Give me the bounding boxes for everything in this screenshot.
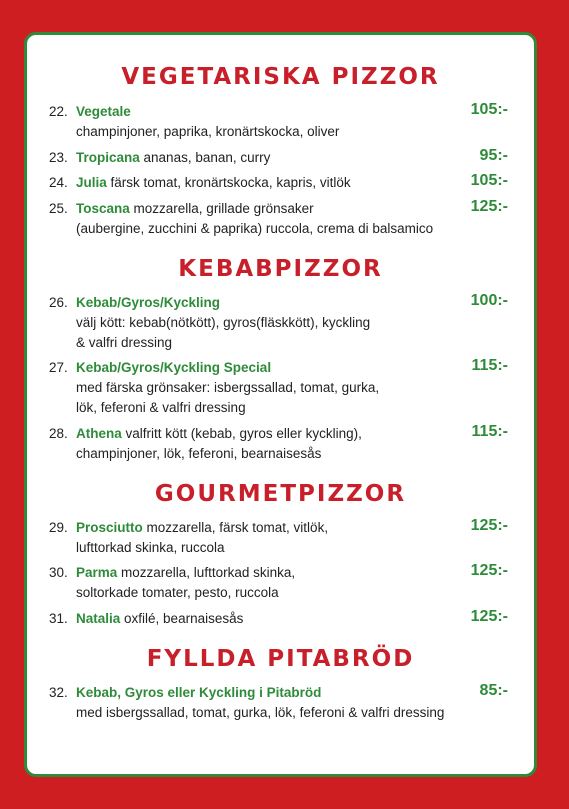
item-price: 115:-: [471, 357, 508, 374]
item-desc: lök, feferoni & valfri dressing: [76, 400, 246, 415]
item-body: [76, 173, 456, 193]
item-price: 105:-: [470, 101, 508, 118]
item-name: Natalia: [76, 611, 121, 626]
item-number: 29.: [49, 520, 68, 535]
section-title-vegetariska: VEGETARISKA PIZZOR: [121, 64, 440, 90]
item-body: [76, 518, 456, 558]
item-name: Toscana: [76, 201, 130, 216]
item-desc: mozzarella, grillade grönsaker: [129, 201, 314, 216]
item-name: Kebab/Gyros/Kyckling: [76, 295, 221, 310]
item-desc: champinjoner, lök, feferoni, bearnaisesås: [76, 446, 322, 461]
item-number: 24.: [49, 175, 68, 190]
section-title-kebab: KEBABPIZZOR: [178, 256, 383, 282]
item-desc: välj kött: kebab(nötkött), gyros(fläskkött), kyckling: [76, 315, 371, 330]
item-desc: ananas, banan, curry: [139, 150, 271, 165]
menu-card: [24, 32, 537, 777]
item-price: 95:-: [479, 147, 508, 164]
item-body: [76, 609, 456, 629]
item-name: Vegetale: [76, 104, 131, 119]
item-number: 26.: [49, 295, 68, 310]
item-body: [76, 102, 456, 142]
item-price: 85:-: [479, 682, 508, 699]
item-name: Kebab/Gyros/Kyckling Special: [76, 360, 272, 375]
item-desc: (aubergine, zucchini & paprika) ruccola, crema di balsamico: [76, 221, 434, 236]
item-body: [76, 358, 456, 418]
item-body: [76, 199, 456, 239]
item-body: [76, 683, 496, 723]
item-desc: valfritt kött (kebab, gyros eller kyckling),: [121, 426, 362, 441]
item-number: 30.: [49, 565, 68, 580]
item-body: [76, 563, 456, 603]
item-price: 125:-: [470, 517, 508, 534]
item-number: 31.: [49, 611, 68, 626]
item-price: 115:-: [471, 423, 508, 440]
item-price: 125:-: [470, 198, 508, 215]
item-price: 125:-: [470, 562, 508, 579]
item-desc: oxfilé, bearnaisesås: [120, 611, 244, 626]
item-number: 23.: [49, 150, 68, 165]
item-desc: med färska grönsaker: isbergssallad, tomat, gurka,: [76, 380, 380, 395]
section-title-pitabrod: FYLLDA PITABRÖD: [146, 646, 415, 672]
item-price: 105:-: [470, 172, 508, 189]
item-name: Athena: [76, 426, 122, 441]
item-number: 25.: [49, 201, 68, 216]
item-number: 22.: [49, 104, 68, 119]
item-name: Julia: [76, 175, 107, 190]
item-desc: soltorkade tomater, pesto, ruccola: [76, 585, 279, 600]
item-price: 100:-: [470, 292, 508, 309]
item-body: [76, 148, 456, 168]
item-desc: mozzarella, färsk tomat, vitlök,: [142, 520, 329, 535]
item-number: 27.: [49, 360, 68, 375]
item-desc: & valfri dressing: [76, 335, 173, 350]
item-number: 32.: [49, 685, 68, 700]
item-name: Tropicana: [76, 150, 140, 165]
item-desc: champinjoner, paprika, kronärtskocka, oliver: [76, 124, 340, 139]
item-desc: lufttorkad skinka, ruccola: [76, 540, 225, 555]
item-desc: med isbergssallad, tomat, gurka, lök, feferoni & valfri dressing: [76, 705, 445, 720]
item-body: [76, 293, 456, 353]
item-body: [76, 424, 456, 464]
item-name: Prosciutto: [76, 520, 143, 535]
item-name: Kebab, Gyros eller Kyckling i Pitabröd: [76, 685, 322, 700]
item-price: 125:-: [470, 608, 508, 625]
item-name: Parma: [76, 565, 118, 580]
item-number: 28.: [49, 426, 68, 441]
section-title-gourmet: GOURMETPIZZOR: [154, 481, 407, 507]
item-desc: färsk tomat, kronärtskocka, kapris, vitlök: [106, 175, 351, 190]
item-desc: mozzarella, lufttorkad skinka,: [117, 565, 296, 580]
